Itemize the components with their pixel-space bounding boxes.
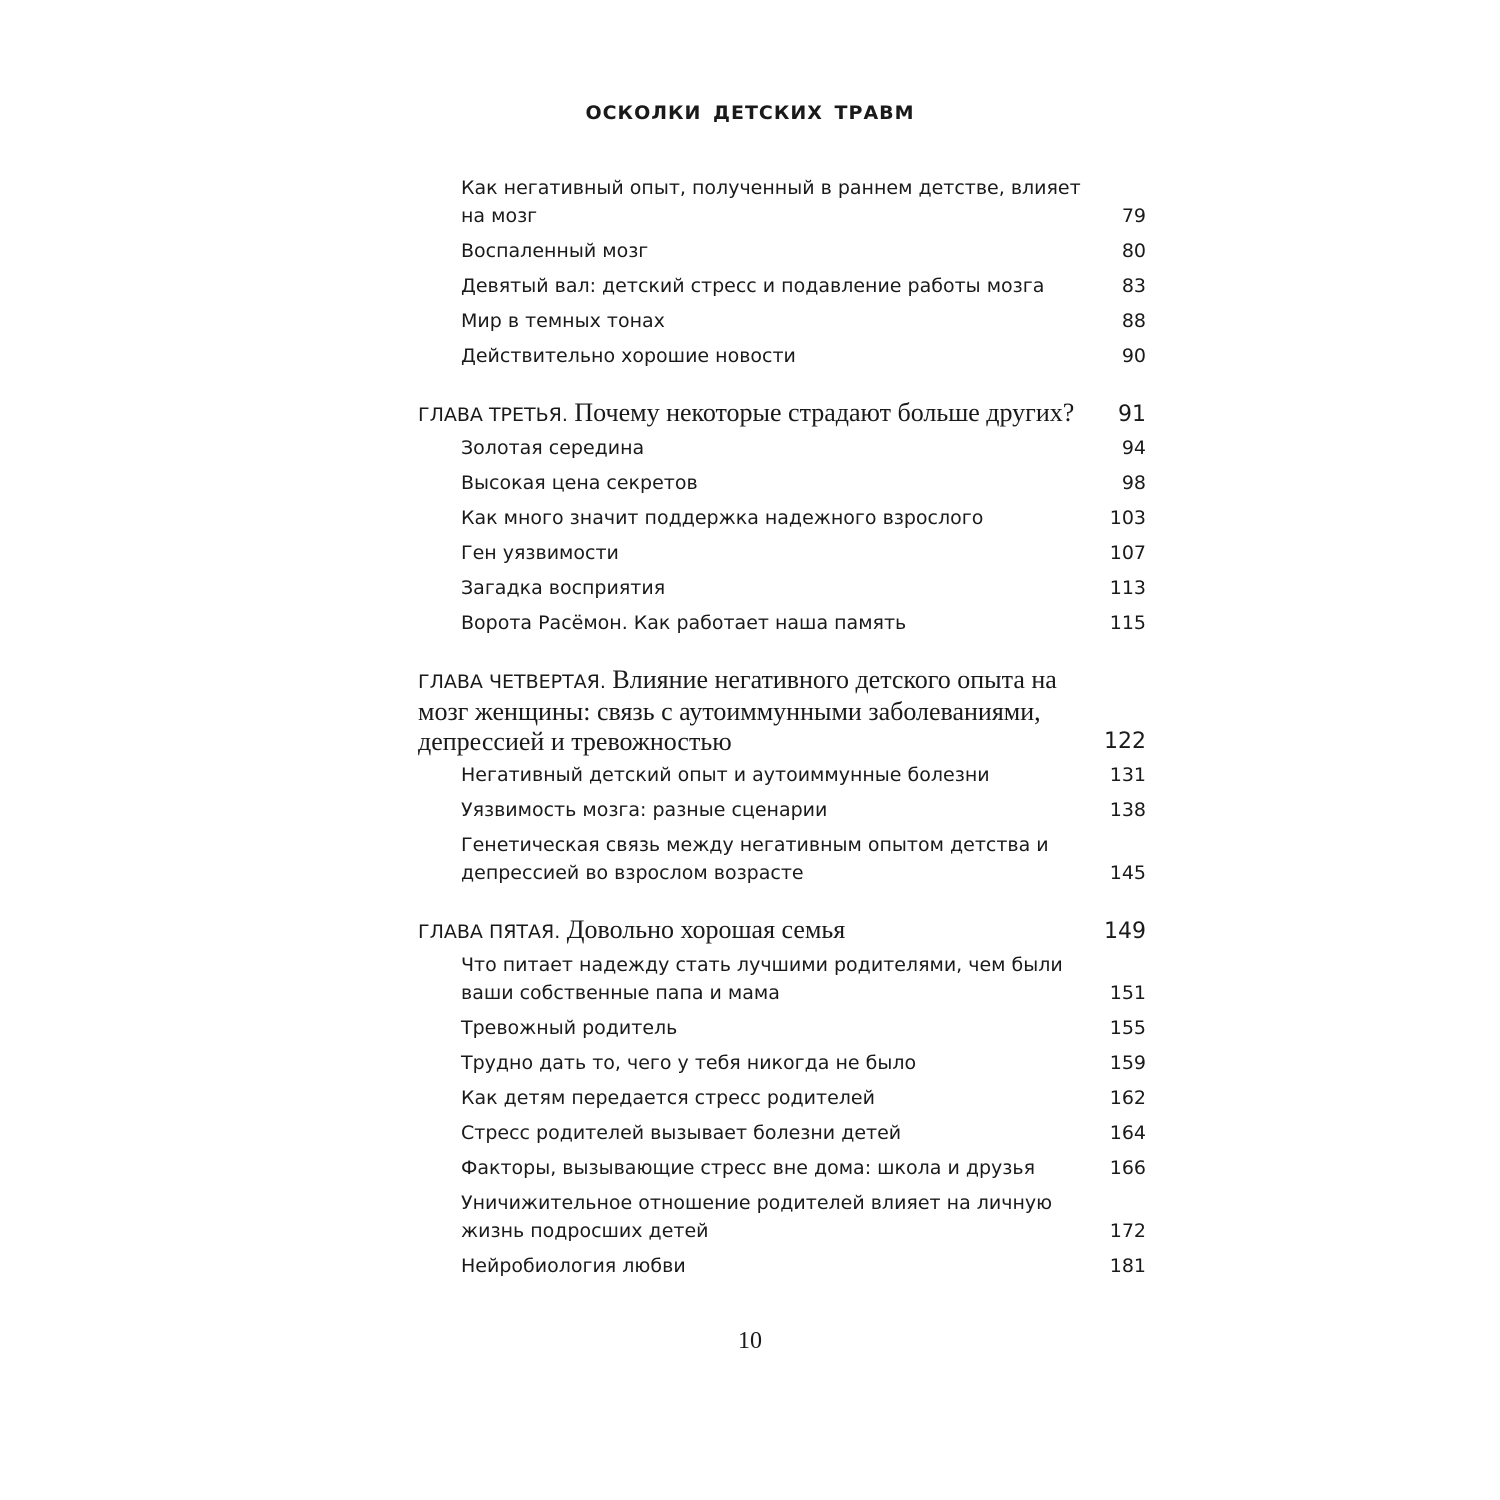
toc-entry-title: Золотая середина: [461, 437, 645, 459]
toc-entry: [461, 469, 1146, 497]
chapter-page: 149: [1104, 919, 1146, 944]
toc-entry-page: 151: [1109, 982, 1146, 1004]
toc-entry-page: 162: [1109, 1087, 1146, 1109]
toc-entry: [461, 1049, 1146, 1077]
toc-entry: [461, 609, 1146, 637]
toc-entry-page: 155: [1109, 1017, 1146, 1039]
toc-entry: [461, 272, 1146, 300]
toc-entry-page: 107: [1109, 542, 1146, 564]
toc-entry: [461, 1252, 1146, 1280]
toc-entry-title: Что питает надежду стать лучшими родителями, чем были ваши собственные папа и мама: [461, 954, 1063, 1004]
toc-entry-title: Тревожный родитель: [461, 1017, 678, 1039]
toc-entry-title: Как негативный опыт, полученный в раннем детстве, влияет на мозг: [461, 177, 1081, 227]
toc-entry-title: Мир в темных тонах: [461, 310, 665, 332]
toc-entry: [461, 434, 1146, 462]
toc-entry-page: 145: [1109, 862, 1146, 884]
toc-entry-page: 166: [1109, 1157, 1146, 1179]
toc-entry-title: Действительно хорошие новости: [461, 345, 796, 367]
toc-entry-title: Высокая цена секретов: [461, 472, 698, 494]
toc-entry: [461, 574, 1146, 602]
toc-entry-page: 164: [1109, 1122, 1146, 1144]
running-head: ОСКОЛКИ ДЕТСКИХ ТРАВМ: [585, 102, 915, 124]
toc-entry-page: 90: [1121, 345, 1146, 367]
page-number: 10: [738, 1328, 762, 1354]
chapter-title: Почему некоторые страдают больше других?: [574, 398, 1075, 427]
toc-chapter: [418, 915, 1146, 947]
toc-entry-title: Ворота Расёмон. Как работает наша память: [461, 612, 907, 634]
table-of-contents: [418, 174, 1146, 1287]
toc-entry: [461, 1119, 1146, 1147]
toc-entry-title: Факторы, вызывающие стресс вне дома: школа и друзья: [461, 1157, 1036, 1179]
toc-entry-title: Воспаленный мозг: [461, 240, 649, 262]
toc-entry-page: 131: [1109, 764, 1146, 786]
toc-entry-page: 83: [1121, 275, 1146, 297]
toc-entry-page: 115: [1109, 612, 1146, 634]
toc-entry: [461, 951, 1146, 1007]
toc-entry-title: Уничижительное отношение родителей влияет на личную жизнь подросших детей: [461, 1192, 1053, 1242]
toc-entry-page: 113: [1109, 577, 1146, 599]
toc-entry: [461, 1014, 1146, 1042]
toc-entry-page: 138: [1109, 799, 1146, 821]
toc-entry-title: Уязвимость мозга: разные сценарии: [461, 799, 828, 821]
toc-chapter: [418, 398, 1146, 430]
toc-entry: [461, 1189, 1146, 1245]
toc-entry-title: Загадка восприятия: [461, 577, 666, 599]
chapter-page: 122: [1104, 729, 1146, 754]
toc-entry: [461, 504, 1146, 532]
toc-entry: [461, 237, 1146, 265]
toc-entry-title: Негативный детский опыт и аутоиммунные болезни: [461, 764, 990, 786]
toc-entry-page: 103: [1109, 507, 1146, 529]
toc-entry: [461, 539, 1146, 567]
toc-entry: [461, 761, 1146, 789]
toc-entry: [461, 1084, 1146, 1112]
toc-entry-page: 79: [1121, 205, 1146, 227]
toc-entry: [461, 307, 1146, 335]
toc-entry: [461, 831, 1146, 887]
toc-entry-title: Трудно дать то, чего у тебя никогда не было: [461, 1052, 917, 1074]
toc-entry-page: 98: [1121, 472, 1146, 494]
toc-entry-title: Генетическая связь между негативным опытом детства и депрессией во взрослом возрасте: [461, 834, 1049, 884]
toc-entry-page: 181: [1109, 1255, 1146, 1277]
toc-entry-title: Ген уязвимости: [461, 542, 619, 564]
toc-entry-page: 80: [1121, 240, 1146, 262]
toc-entry-title: Девятый вал: детский стресс и подавление работы мозга: [461, 275, 1045, 297]
toc-entry-page: 88: [1121, 310, 1146, 332]
chapter-title: Довольно хорошая семья: [566, 915, 846, 944]
toc-entry: [461, 342, 1146, 370]
toc-entry-page: 94: [1121, 437, 1146, 459]
chapter-label: ГЛАВА ЧЕТВЕРТАЯ.: [418, 671, 606, 693]
toc-entry: [461, 796, 1146, 824]
toc-entry-title: Нейробиология любви: [461, 1255, 686, 1277]
toc-entry: [461, 1154, 1146, 1182]
toc-entry-title: Стресс родителей вызывает болезни детей: [461, 1122, 902, 1144]
chapter-title: Влияние негативного детского опыта на мозг женщины: связь с аутоиммунными заболеваниями, депрессией и тревожностью: [418, 665, 1057, 756]
chapter-label: ГЛАВА ПЯТАЯ.: [418, 921, 561, 943]
toc-chapter: [418, 665, 1146, 757]
chapter-page: 91: [1118, 402, 1146, 427]
toc-entry-page: 159: [1109, 1052, 1146, 1074]
toc-entry-title: Как много значит поддержка надежного взрослого: [461, 507, 984, 529]
toc-entry-page: 172: [1109, 1220, 1146, 1242]
toc-entry-title: Как детям передается стресс родителей: [461, 1087, 875, 1109]
chapter-label: ГЛАВА ТРЕТЬЯ.: [418, 404, 568, 426]
toc-entry: [461, 174, 1146, 230]
